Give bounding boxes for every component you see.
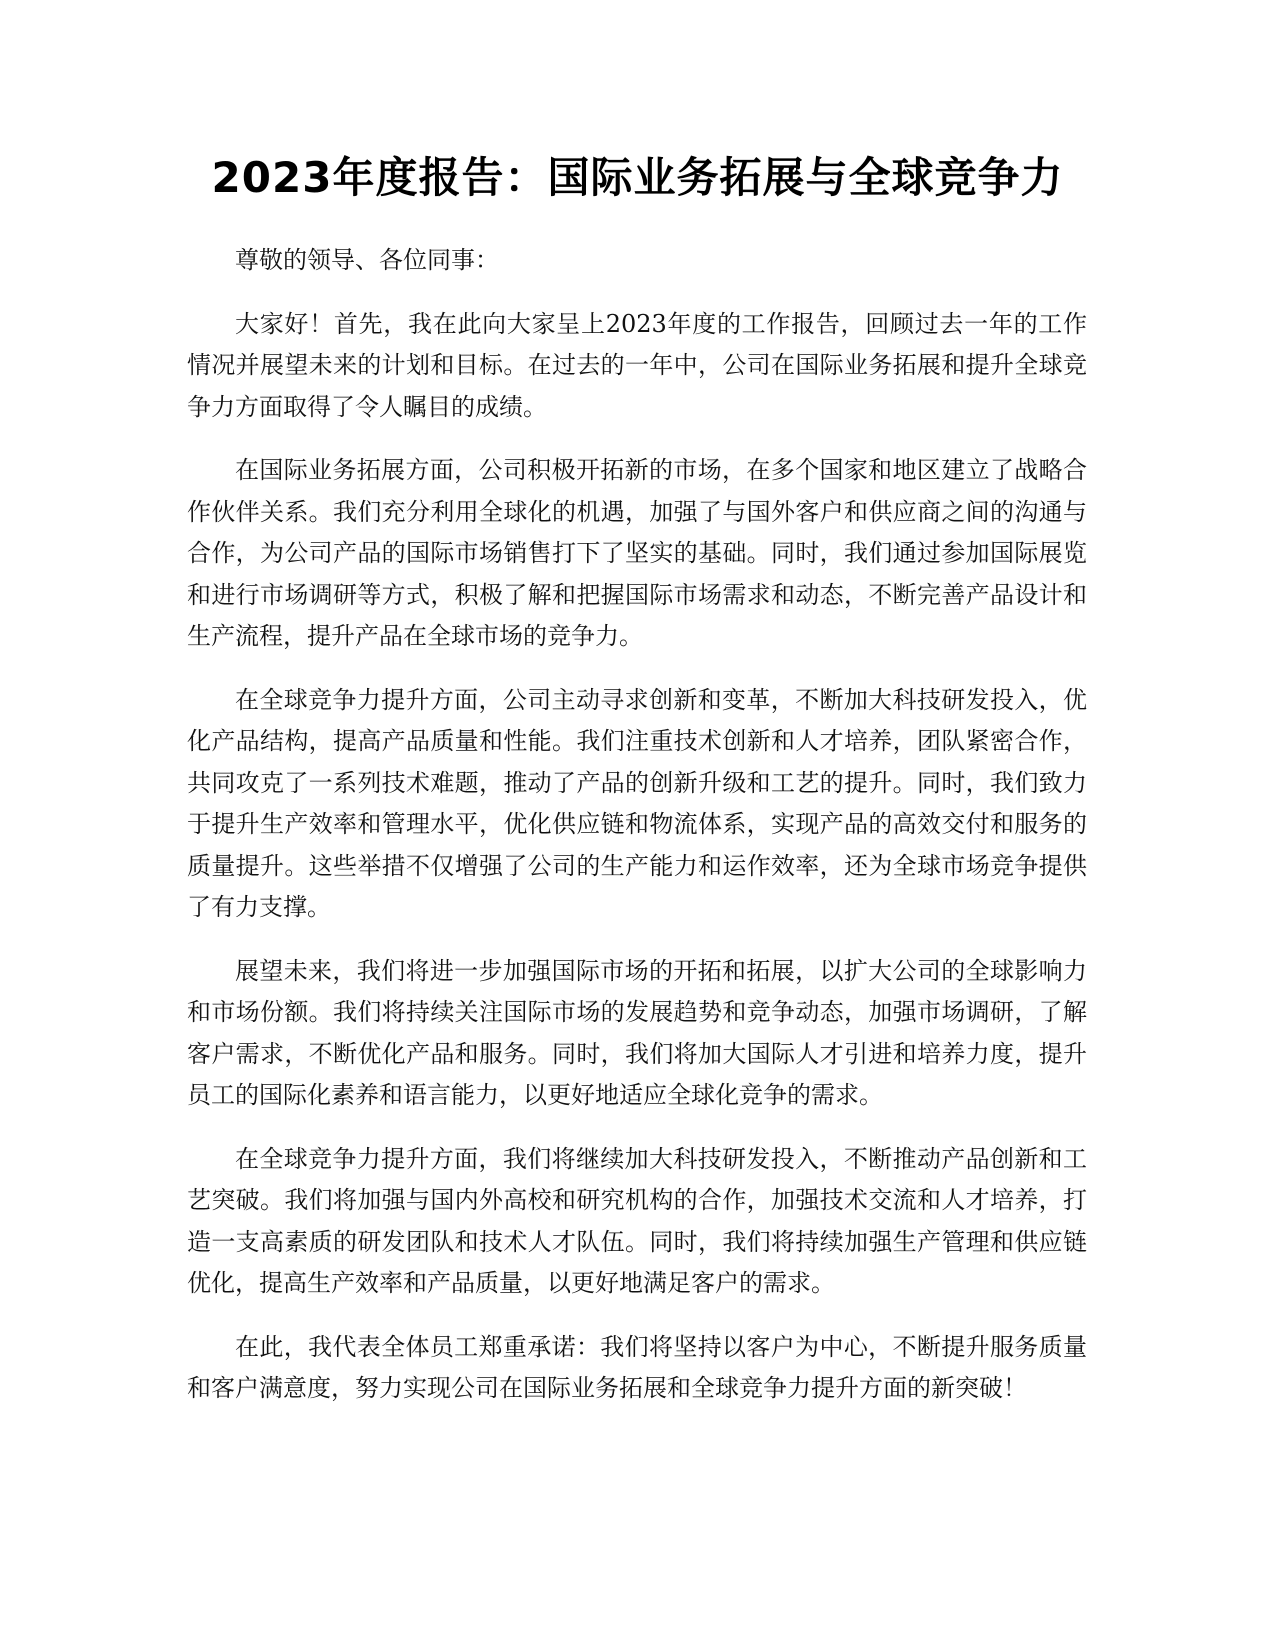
- paragraph-outlook: 展望未来，我们将进一步加强国际市场的开拓和拓展，以扩大公司的全球影响力和市场份额。我们将持续关注国际市场的发展趋势和竞争动态，加强市场调研，了解客户需求，不断优化产品和服务。同时，我们将加大国际人才引进和培养力度，提升员工的国际化素养和语言能力，以更好地适应全球化竞争的需求。: [187, 956, 1087, 1109]
- paragraph-future-competitiveness: 在全球竞争力提升方面，我们将继续加大科技研发投入，不断推动产品创新和工艺突破。我们将加强与国内外高校和研究机构的合作，加强技术交流和人才培养，打造一支高素质的研发团队和技术人才队伍。同时，我们将持续加强生产管理和供应链优化，提高生产效率和产品质量，以更好地满足客户的需求。: [187, 1144, 1087, 1297]
- document-body: [187, 240, 1087, 1432]
- document-title: 2023年度报告：国际业务拓展与全球竞争力: [211, 153, 1064, 202]
- salutation: 尊敬的领导、各位同事：: [235, 246, 499, 274]
- paragraph-commitment: 在此，我代表全体员工郑重承诺：我们将坚持以客户为中心，不断提升服务质量和客户满意度，努力实现公司在国际业务拓展和全球竞争力提升方面的新突破！: [187, 1332, 1087, 1402]
- paragraph-competitiveness: 在全球竞争力提升方面，公司主动寻求创新和变革，不断加大科技研发投入，优化产品结构，提高产品质量和性能。我们注重技术创新和人才培养，团队紧密合作，共同攻克了一系列技术难题，推动了产品的创新升级和工艺的提升。同时，我们致力于提升生产效率和管理水平，优化供应链和物流体系，实现产品的高效交付和服务的质量提升。这些举措不仅增强了公司的生产能力和运作效率，还为全球市场竞争提供了有力支撑。: [187, 685, 1087, 921]
- paragraph-opening: 大家好！首先，我在此向大家呈上2023年度的工作报告，回顾过去一年的工作情况并展望未来的计划和目标。在过去的一年中，公司在国际业务拓展和提升全球竞争力方面取得了令人瞩目的成绩。: [187, 309, 1087, 421]
- paragraph-international-expansion: 在国际业务拓展方面，公司积极开拓新的市场，在多个国家和地区建立了战略合作伙伴关系。我们充分利用全球化的机遇，加强了与国外客户和供应商之间的沟通与合作，为公司产品的国际市场销售打下了坚实的基础。同时，我们通过参加国际展览和进行市场调研等方式，积极了解和把握国际市场需求和动态，不断完善产品设计和生产流程，提升产品在全球市场的竞争力。: [187, 456, 1087, 650]
